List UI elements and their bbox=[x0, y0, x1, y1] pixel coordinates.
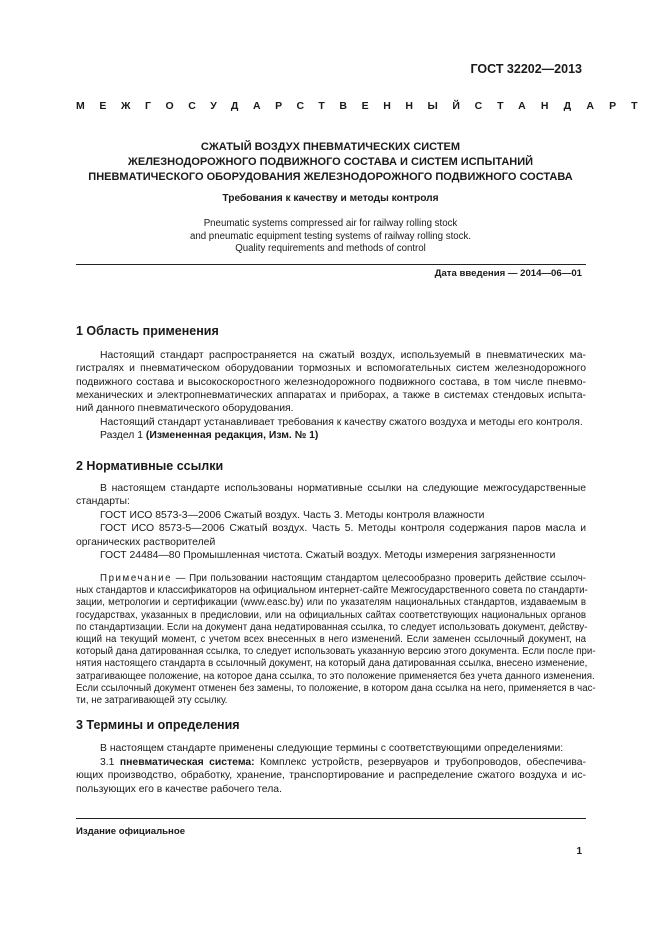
text-line: Настоящий стандарт устанавливает требования к качеству сжатого воздуха и методы его контроля. bbox=[100, 417, 583, 428]
text-line: по стандартизации. Если на документ дана недатированная ссылка, то следует использовать документ, действу- bbox=[76, 621, 588, 633]
note-label: Примечание bbox=[100, 573, 173, 584]
normative-references-list bbox=[76, 509, 586, 562]
title-line: ПНЕВМАТИЧЕСКОГО ОБОРУДОВАНИЯ ЖЕЛЕЗНОДОРОЖНОГО ПОДВИЖНОГО СОСТАВА bbox=[88, 171, 573, 183]
text-line: который дана датированная ссылка, то следует использовать указанную версию этого документа. Если после при- bbox=[76, 646, 596, 658]
text-line bbox=[76, 429, 586, 442]
text-line bbox=[76, 756, 586, 769]
section-2-intro bbox=[76, 482, 586, 509]
amendment-prefix: Раздел 1 bbox=[100, 430, 146, 442]
section-3-heading: 3 Термины и определения bbox=[76, 718, 240, 732]
section-1-paragraph-2 bbox=[76, 416, 586, 443]
text-line: пользующих его в качестве рабочего тела. bbox=[76, 783, 282, 795]
text-line: механических и электропневматических аппаратах и приборах, а также в системах стендовых испыта- bbox=[76, 389, 586, 401]
title-line: СЖАТЫЙ ВОЗДУХ ПНЕВМАТИЧЕСКИХ СИСТЕМ bbox=[200, 141, 461, 153]
page-number: 1 bbox=[576, 846, 582, 857]
text-line: ний данного пневматического оборудования. bbox=[76, 403, 294, 415]
text-line bbox=[76, 573, 586, 585]
text-line: ющих производство, обработку, хранение, транспортирование и распределение сжатого воздуха и ис- bbox=[76, 770, 586, 782]
text-line: В настоящем стандарте применены следующие термины с соответствующими определениями: bbox=[100, 743, 564, 754]
english-title-line: and pneumatic equipment testing systems of railway rolling stock. bbox=[189, 230, 472, 242]
title-divider bbox=[76, 264, 586, 265]
interstate-standard-banner bbox=[76, 100, 653, 112]
text-line: ющий на текущий момент, с учетом всех внесенных в него изменений. Если заменен ссылочный документ, на bbox=[76, 634, 586, 646]
text-line: Настоящий стандарт распространяется на сжатый воздух, используемый в пневматических ма- bbox=[100, 350, 586, 361]
title-line: ЖЕЛЕЗНОДОРОЖНОГО ПОДВИЖНОГО СОСТАВА И СИСТЕМ ИСПЫТАНИЙ bbox=[127, 156, 534, 168]
term-text: Комплекс устройств, резервуаров и трубопроводов, обеспечива- bbox=[254, 757, 586, 768]
document-title bbox=[40, 140, 621, 185]
section-1-heading: 1 Область применения bbox=[76, 324, 219, 338]
document-code: ГОСТ 32202—2013 bbox=[470, 62, 582, 76]
term-definition bbox=[76, 756, 586, 796]
text-line: В настоящем стандарте использованы нормативные ссылки на следующие межгосударственные bbox=[100, 483, 586, 494]
text-line: ных стандартов и классификаторов на официальном интернет-сайте Межгосударственного совета по стандарти- bbox=[76, 585, 588, 597]
footer-divider bbox=[76, 818, 586, 819]
text-line: гистралях и пневматическом оборудовании тормозных и вспомогательных систем железнодорожного bbox=[76, 363, 586, 375]
reference-item: ГОСТ ИСО 8573-3—2006 Сжатый воздух. Часть 3. Методы контроля влажности bbox=[100, 510, 485, 521]
amendment-note: (Измененная редакция, Изм. № 1) bbox=[145, 430, 319, 442]
section-2-note bbox=[76, 573, 596, 707]
term-number: 3.1 bbox=[100, 757, 120, 768]
note-text: — При пользовании настоящим стандартом целесообразно проверить действие ссылоч- bbox=[172, 573, 586, 584]
text-line: зации, метрологии и сертификации (www.easc.by) или по указателям национальных стандартов, издаваемым в bbox=[76, 597, 586, 609]
document-subtitle: Требования к качеству и методы контроля bbox=[222, 193, 439, 204]
introduction-date: Дата введения — 2014—06—01 bbox=[434, 268, 582, 279]
reference-item: ГОСТ ИСО 8573-5—2006 Сжатый воздух. Часть 5. Методы контроля содержания паров масла и bbox=[100, 523, 586, 535]
text-line: Если ссылочный документ отменен без замены, то положение, в котором дана ссылка на него, применяется в час- bbox=[76, 682, 596, 694]
reference-item: органических растворителей bbox=[76, 536, 216, 548]
text-line: нятия настоящего стандарта в ссылочный документ, на который дана датированная ссылка, внесено изменение, bbox=[76, 658, 588, 670]
text-line: ти, не затрагивающей эту ссылку. bbox=[76, 695, 228, 707]
text-line: стандарты: bbox=[76, 496, 130, 508]
english-title-line: Pneumatic systems compressed air for railway rolling stock bbox=[203, 218, 458, 229]
text-line: подвижного состава и высокоскоростного железнодорожного подвижного состава, в том числе пневмо- bbox=[76, 376, 586, 388]
english-title bbox=[40, 218, 621, 256]
text-line: государствах, указанных в предисловии, или на официальных сайтах соответствующих национальных органов bbox=[76, 609, 586, 621]
section-3-intro bbox=[76, 742, 586, 755]
section-1-paragraph-1-lines bbox=[76, 349, 586, 415]
english-title-line: Quality requirements and methods of control bbox=[235, 243, 426, 254]
term-name: пневматическая система: bbox=[119, 757, 255, 768]
section-2-heading: 2 Нормативные ссылки bbox=[76, 459, 224, 473]
banner-word-standard: СТАНДАРТ bbox=[474, 100, 653, 112]
official-edition-label: Издание официальное bbox=[76, 826, 186, 837]
banner-word-interstate: МЕЖГОСУДАРСТВЕННЫЙ bbox=[76, 100, 475, 112]
text-line: затрагивающее положение, на которое дана ссылка, то это положение применяется без учета данного изменения. bbox=[76, 670, 595, 682]
reference-item: ГОСТ 24484—80 Промышленная чистота. Сжатый воздух. Методы измерения загрязненности bbox=[100, 549, 556, 561]
